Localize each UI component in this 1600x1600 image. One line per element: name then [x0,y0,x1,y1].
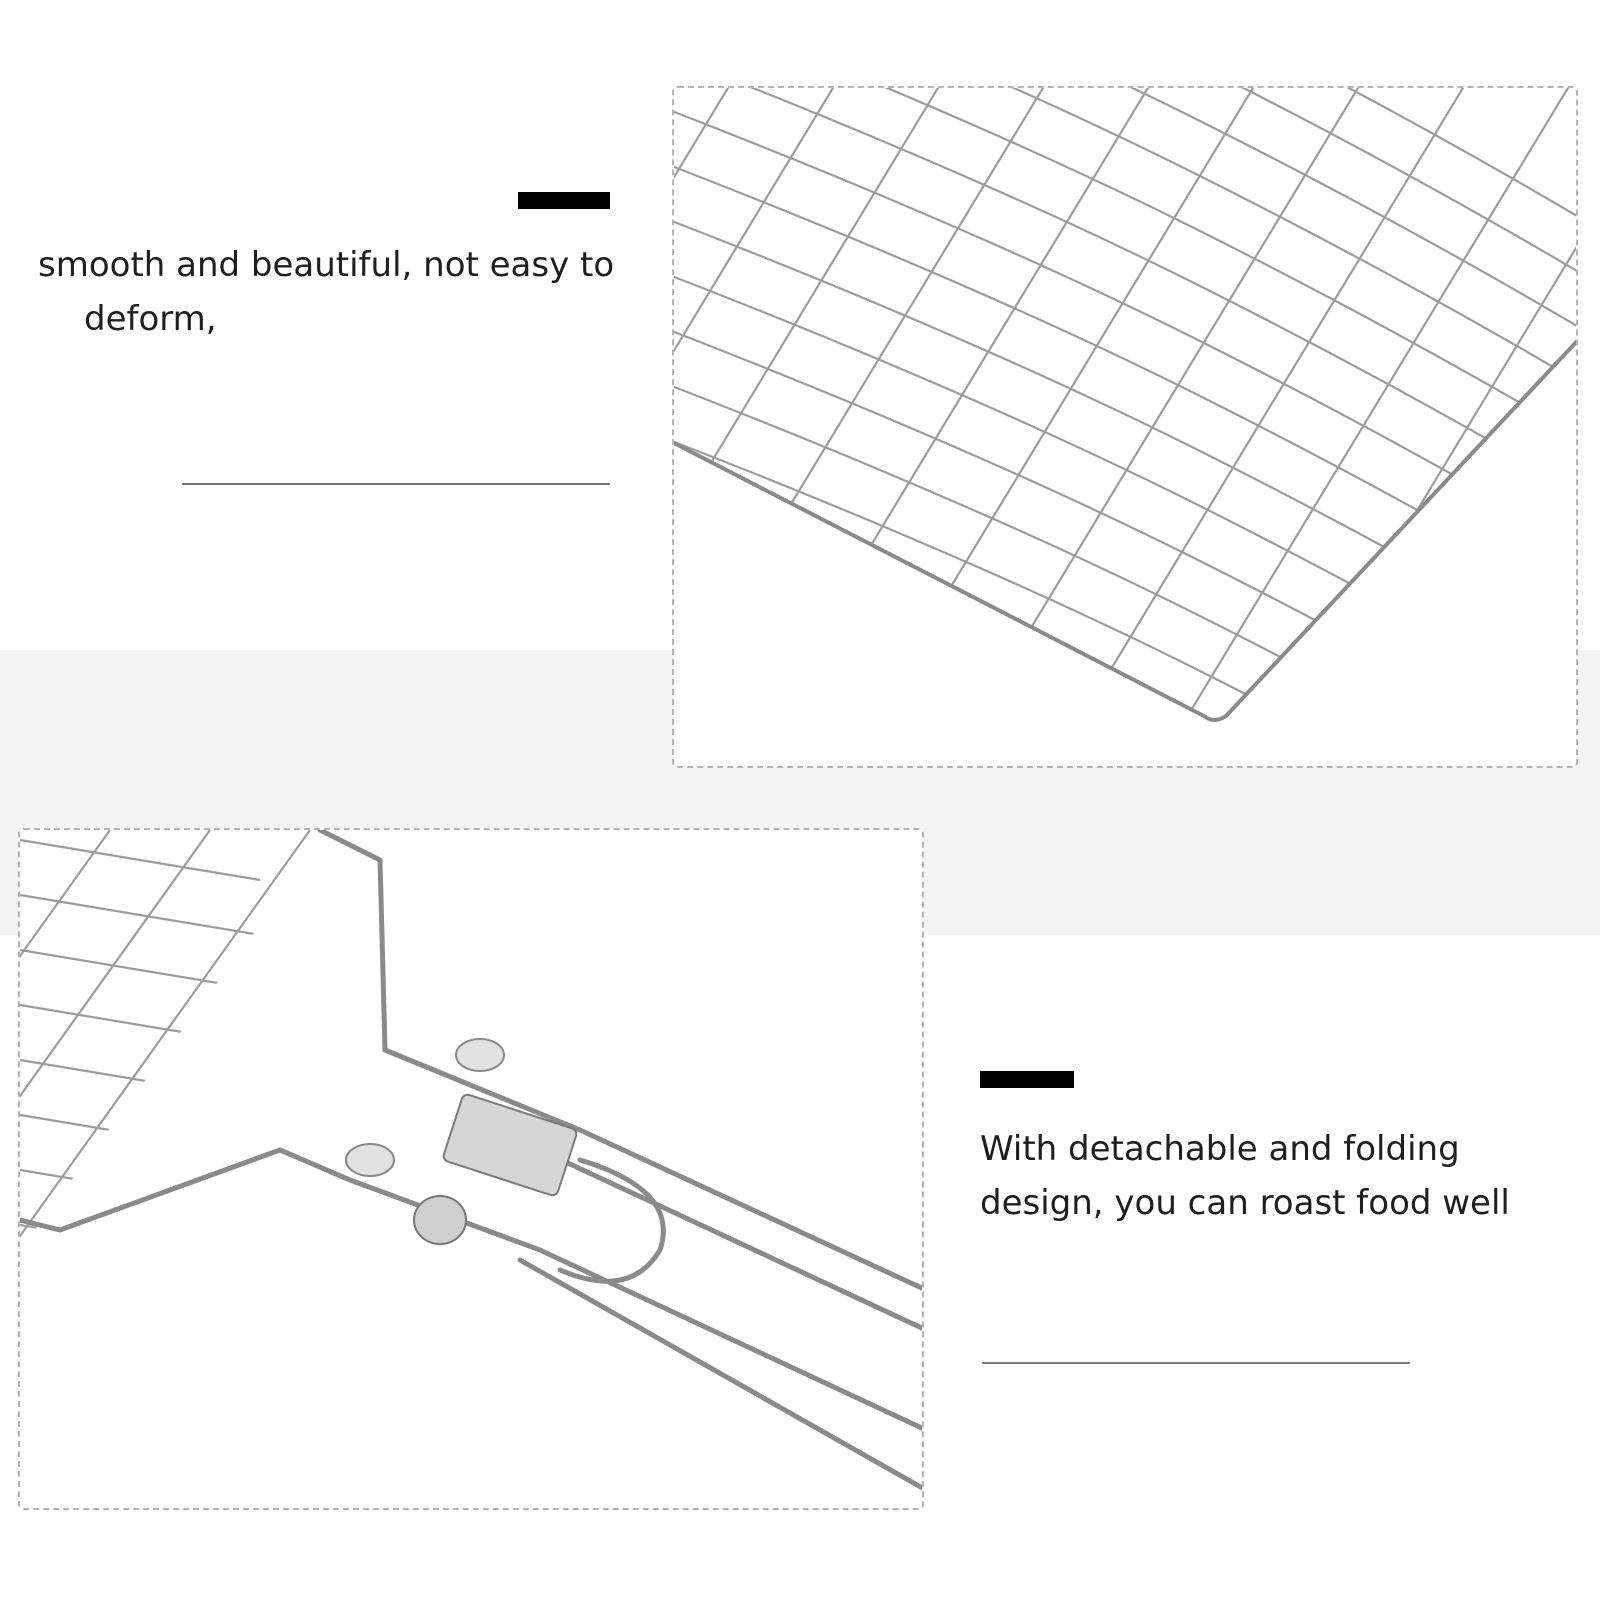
handle-ring [414,1196,466,1244]
bottom-caption [980,1122,1580,1230]
bottom-accent-bar [980,1071,1074,1088]
grill-mesh-image [674,88,1578,768]
bottom-caption-line-1: With detachable and folding [980,1129,1460,1169]
mesh-background [674,338,1578,768]
bottom-divider [982,1362,1410,1364]
top-divider [182,483,610,485]
top-caption [38,238,638,346]
grill-handle-photo [18,828,924,1510]
handle-pin-head-2 [346,1144,394,1176]
mesh-wire-cross [674,88,1578,403]
top-caption-line-1: smooth and beautiful, not easy to [38,245,615,285]
handle-mesh-wire-cross [20,840,260,880]
grill-handle-image [20,830,924,1510]
top-accent-bar [518,192,610,209]
grill-mesh-photo [672,86,1578,768]
mesh-wire-cross [674,88,1578,458]
mesh-wire-cross [674,88,1578,293]
handle-pin-head [456,1039,504,1071]
bottom-caption-line-2: design, you can roast food well [980,1183,1510,1223]
top-caption-line-2: deform, [84,299,217,339]
